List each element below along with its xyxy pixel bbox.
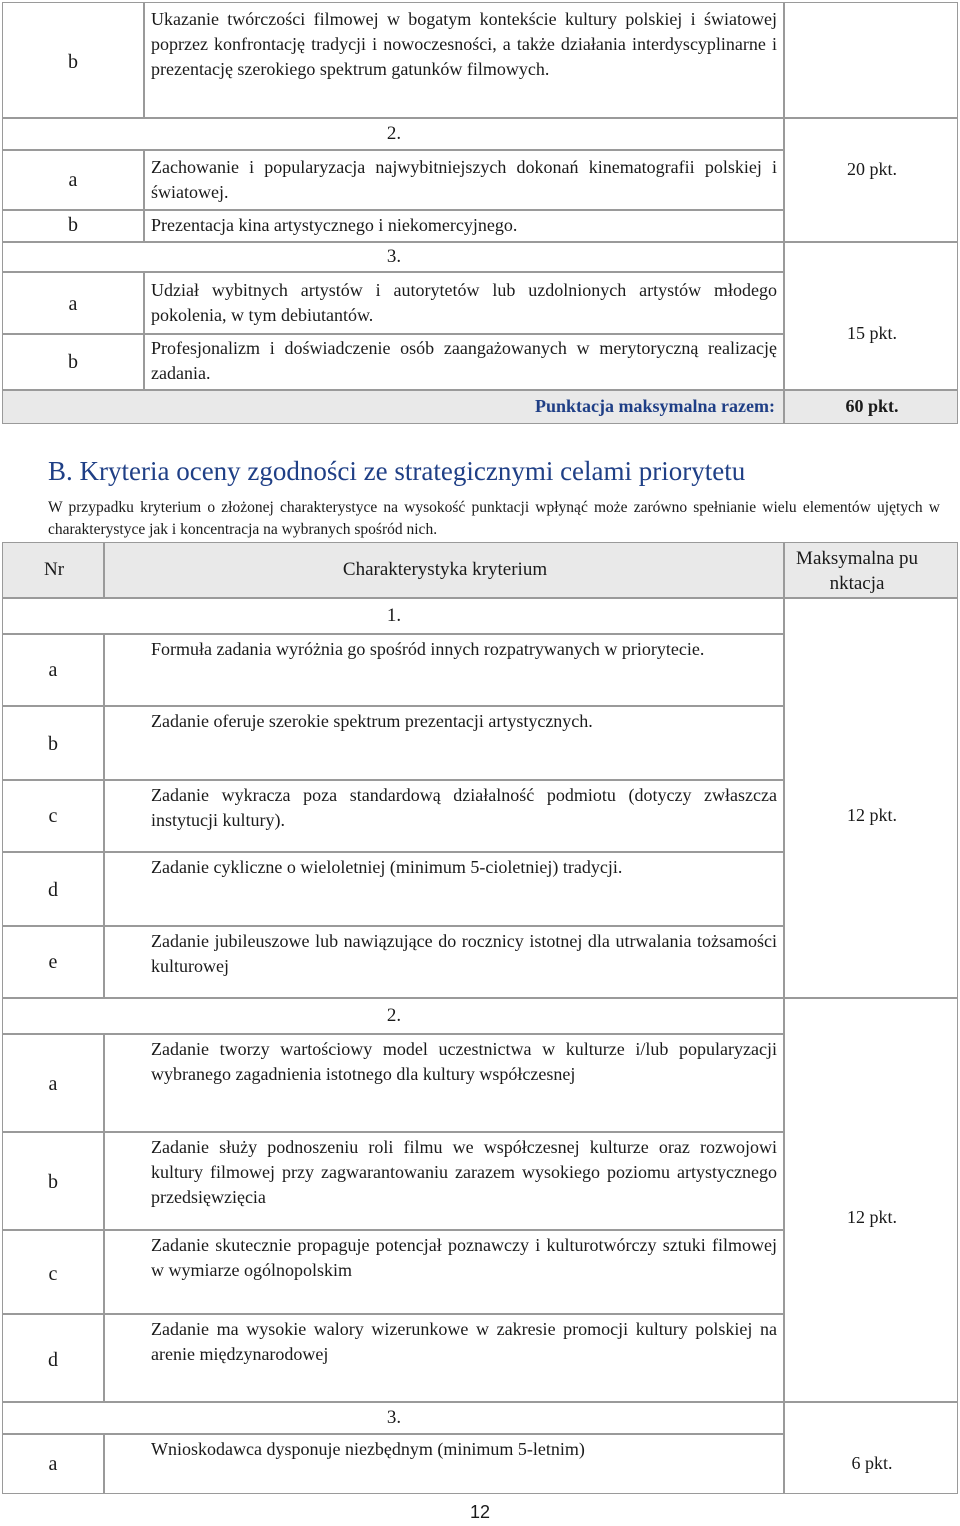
points-cell [784, 598, 958, 998]
section-points: 6 pkt. [851, 1453, 893, 1473]
row-letter-cell [2, 706, 104, 780]
total-label-cell [2, 390, 784, 424]
row-letter-cell [2, 1434, 104, 1494]
row-letter: b [68, 351, 78, 373]
total-points-cell [784, 390, 958, 424]
section-b-intro: W przypadku kryterium o złożonej charakterystyce na wysokość punktacji wpłynąć może zarówno spełnianie wielu elementów ujętych w charakterystyce jak i koncentracja na wybranych spośród nich. [48, 499, 940, 538]
row-letter-cell [2, 780, 104, 852]
row-letter: d [48, 879, 58, 901]
row-text-cell [104, 1034, 784, 1132]
row-text: Udział wybitnych artystów i autorytetów lub uzdolnionych artystów młodego pokolenia, w tym debiutantów. [151, 280, 777, 325]
row-text: Formuła zadania wyróżnia go spośród innych rozpatrywanych w priorytecie. [151, 639, 705, 659]
section-points: 20 pkt. [846, 159, 897, 179]
row-letter: c [48, 805, 58, 827]
row-text-cell [144, 150, 784, 210]
section-points: 12 pkt. [846, 1207, 897, 1227]
row-text: Zadanie jubileuszowe lub nawiązujące do rocznicy istotnej dla utrwalania tożsamości kulturowej [151, 931, 777, 976]
section-number-cell [2, 1402, 784, 1434]
row-letter-cell [2, 1314, 104, 1402]
row-letter-cell [2, 150, 144, 210]
row-letter: b [48, 733, 58, 755]
row-text: Profesjonalizm i doświadczenie osób zaangażowanych w merytoryczną realizację zadania. [151, 338, 777, 383]
row-letter: a [48, 659, 58, 681]
row-text: Zachowanie i popularyzacja najwybitniejszych dokonań kinematografii polskiej i światowej. [151, 157, 777, 202]
row-text-cell [104, 1434, 784, 1494]
points-cell [784, 118, 958, 242]
row-text: Zadanie służy podnoszeniu roli filmu we współczesnej kulturze oraz rozwojowi kultury filmowej przy zagwarantowaniu zarazem wysokiego poziomu artystycznego przedsięwzięcia [151, 1137, 777, 1207]
header-max-cell [784, 542, 958, 598]
points-cell [784, 998, 958, 1402]
row-letter: a [48, 1073, 58, 1095]
row-text: Zadanie ma wysokie walory wizerunkowe w zakresie promocji kultury polskiej na arenie międzynarodowej [151, 1319, 777, 1364]
row-text-cell [104, 852, 784, 926]
row-letter-cell [2, 1034, 104, 1132]
row-letter-cell [2, 2, 144, 118]
total-points: 60 pkt. [845, 396, 899, 416]
row-letter: b [68, 214, 78, 236]
section-b-title [48, 456, 745, 487]
points-cell [784, 2, 958, 118]
row-letter-cell [2, 210, 144, 242]
row-text: Zadanie tworzy wartościowy model uczestnictwa w kulturze i/lub popularyzacji wybranego zagadnienia istotnego dla kultury współczesnej [151, 1039, 777, 1084]
row-letter-cell [2, 272, 144, 334]
row-letter-cell [2, 1230, 104, 1314]
row-letter-cell [2, 334, 144, 390]
row-letter: b [48, 1171, 58, 1193]
row-letter-cell [2, 926, 104, 998]
section-number-cell [2, 242, 784, 272]
row-letter: a [68, 169, 78, 191]
section-number-cell [2, 998, 784, 1034]
row-text: Zadanie oferuje szerokie spektrum prezentacji artystycznych. [151, 711, 593, 731]
section-number: 3. [386, 246, 402, 267]
section-number: 3. [386, 1407, 402, 1428]
header-nr-cell [2, 542, 104, 598]
row-letter-cell [2, 852, 104, 926]
section-b-letter: B. [48, 456, 73, 486]
header-nr: Nr [43, 559, 65, 580]
row-letter: b [68, 51, 78, 73]
header-char: Charakterystyka kryterium [342, 559, 548, 580]
row-letter: a [48, 1453, 58, 1475]
row-text-cell [104, 1132, 784, 1230]
section-number: 2. [386, 123, 402, 144]
row-text-cell [144, 210, 784, 242]
row-text-cell [144, 334, 784, 390]
row-text-cell [144, 272, 784, 334]
row-text-cell [104, 926, 784, 998]
row-letter: c [48, 1263, 58, 1285]
section-number: 2. [386, 1005, 402, 1026]
header-max: Maksymalna punktacja [796, 548, 918, 594]
section-points: 12 pkt. [846, 805, 897, 825]
row-text-cell [104, 634, 784, 706]
row-text-cell [104, 1314, 784, 1402]
row-letter: d [48, 1349, 58, 1371]
points-cell [784, 1402, 958, 1494]
row-text-cell [104, 780, 784, 852]
page-number: 12 [469, 1502, 491, 1522]
row-text: Prezentacja kina artystycznego i niekomercyjnego. [151, 215, 518, 235]
row-letter-cell [2, 634, 104, 706]
row-text: Wnioskodawca dysponuje niezbędnym (minimum 5-letnim) [151, 1439, 585, 1459]
points-cell [784, 242, 958, 390]
section-points: 15 pkt. [846, 323, 897, 343]
row-letter-cell [2, 1132, 104, 1230]
row-text-cell [104, 1230, 784, 1314]
row-text-cell [104, 706, 784, 780]
total-label: Punktacja maksymalna razem: [535, 396, 775, 416]
header-char-cell [104, 542, 784, 598]
section-number-cell [2, 598, 784, 634]
row-letter: a [68, 293, 78, 315]
row-text: Zadanie cykliczne o wieloletniej (minimum 5-cioletniej) tradycji. [151, 857, 623, 877]
row-text: Ukazanie twórczości filmowej w bogatym kontekście kultury polskiej i światowej poprzez konfrontację tradycji i nowoczesności, a także działania interdyscyplinarne i prezentację szerokiego spektrum gatunków filmowych. [151, 9, 777, 79]
row-text: Zadanie wykracza poza standardową działalność podmiotu (dotyczy zwłaszcza instytucji kultury). [151, 785, 777, 830]
row-letter: e [48, 951, 58, 973]
row-text-cell [144, 2, 784, 118]
section-number: 1. [386, 605, 402, 626]
section-number-cell [2, 118, 784, 150]
row-text: Zadanie skutecznie propaguje potencjał poznawczy i kulturotwórczy sztuki filmowej w wymiarze ogólnopolskim [151, 1235, 777, 1280]
section-b-heading: Kryteria oceny zgodności ze strategicznymi celami priorytetu [79, 456, 746, 486]
